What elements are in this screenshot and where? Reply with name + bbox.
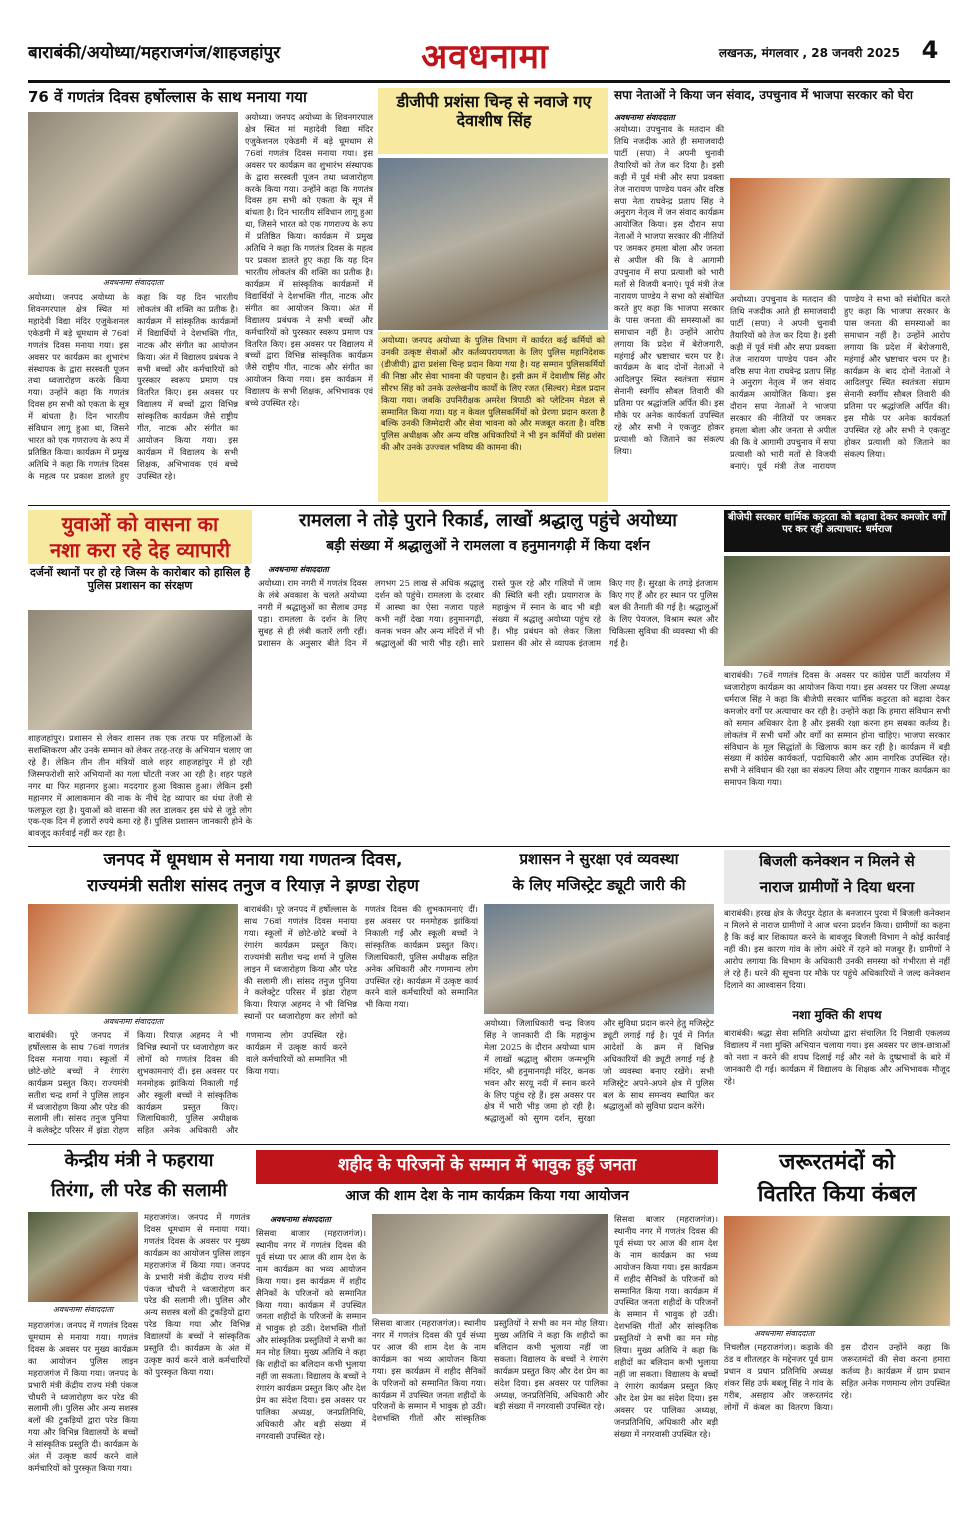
masthead-logo [395, 28, 575, 82]
union-minister-photo [28, 1212, 138, 1302]
headline-electricity-2: नाराज ग्रामीणों ने दिया धरना [759, 878, 915, 896]
ram-lalla-subhead: बड़ी संख्या में श्रद्धालुओं ने रामलला व हनुमानगढ़ी में किया दर्शन [326, 538, 650, 554]
headline-union-minister-1: केन्द्रीय मंत्री ने फहराया [64, 1150, 214, 1171]
dgp-award-photo [378, 158, 608, 330]
sp-leaders-body-cont: अयोध्या। उपचुनाव के मतदान की तिथि नजदीक आते ही समाजवादी पार्टी (सपा) ने अपनी चुनावी तैयारियों को तेज कर दिया है। इसी कड़ी में पूर्व मंत्री और सपा प्रवक्ता तेज नारायण पाण्डेय पवन और वरिष्ठ सपा नेता राघवेन्द्र प्रताप सिंह ने अनुराग नेतृत्व में जन संवाद कार्यक्रम आयोजित किया। इस दौरान सपा नेताओं ने भाजपा सरकार की नीतियों पर जमकर हमला बोला और जनता से अपील की कि वे आगामी उपचुनाव में सपा प्रत्याशी को भारी मतों से विजयी बनाएं। पूर्व मंत्री तेज नारायण पाण्डेय ने सभा को संबोधित करते हुए कहा कि भाजपा सरकार के पास जनता की समस्याओं का समाधान नहीं है। उन्होंने आरोप लगाया कि प्रदेश में बेरोजगारी, महंगाई और भ्रष्टाचार चरम पर है। कार्यक्रम के बाद दोनों नेताओं ने आदिलपुर स्थित स्वतंत्रता संग्राम सेनानी स्वर्गीय सौबल तिवारी की प्रतिमा पर श्रद्धांजलि अर्पित की। इस मौके पर अनेक कार्यकर्ता उपस्थित रहे और सभी ने एकजुट होकर प्रत्याशी को जिताने का संकल्प लिया। [730, 294, 950, 471]
nasha-mukti-subhead: नशा मुक्ति की शपथ [792, 1008, 882, 1022]
headline-district-2: राज्यमंत्री सतीश सांसद तनुज व रियाज़ ने झण्डा रोहण [87, 876, 419, 896]
district-credit: अवधनामा संवाददाता [102, 1017, 164, 1026]
blankets-credit: अवधनामा संवाददाता [753, 1329, 815, 1338]
religious-bigotry-photo [724, 556, 950, 666]
logo-text: अवधनामा [421, 37, 549, 77]
republic-day-body: अयोध्या। जनपद अयोध्या के शिवनगरपाल क्षेत्र स्थित मां महादेवी विद्या मंदिर एजुकेशनल एकेडमी में बड़े धूमधाम से 76वां गणतंत्र दिवस मनाया गया। इस अवसर पर कार्यक्रम का शुभारंभ संस्थापक के द्वारा सरस्वती पूजन तथा ध्वजारोहण करके किया गया। उन्होंने कहा कि गणतंत्र दिवस हम सभी को एकता के सूत्र में बांधता है। दिन भारतीय संविधान लागू हुआ था, जिसने भारत को एक गणराज्य के रूप में प्रतिष्ठित किया। कार्यक्रम में प्रमुख अतिथि ने कहा कि गणतंत्र दिवस के महत्व पर प्रकाश डालते हुए कहा कि यह दिन भारतीय लोकतंत्र की शक्ति का प्रतीक है। कार्यक्रम में सांस्कृतिक कार्यक्रमों में विद्यार्थियों ने देशभक्ति गीत, नाटक और संगीत का आयोजन किया। अंत में विद्यालय प्रबंधक ने सभी बच्चों और कर्मचारियों को पुरस्कार स्वरूप प्रमाण पत्र वितरित किए। इस अवसर पर विद्यालय में बच्चों द्वारा विभिन्न सांस्कृतिक कार्यक्रम जैसे राष्ट्रीय गीत, नाटक और संगीत का आयोजन किया गया। इस कार्यक्रम में विद्यालय के सभी शिक्षक, अभिभावक एवं बच्चे उपस्थित रहे। [28, 292, 238, 481]
row2-rule [28, 846, 950, 847]
blankets-body: निचलौल (महराजगंज)। कड़ाके की ठंड व शीतलहर के मद्देनजर पूर्व ग्राम प्रधान व प्रधान प्रतिनिधि अध्यक्ष शंकर सिंह उर्फ बबलू सिंह ने गांव के गरीब, असहाय और जरूरतमंद लोगों में कंबल का वितरण किया। इस दौरान उन्होंने कहा कि जरूरतमंदों की सेवा करना हमारा कर्तव्य है। कार्यक्रम में ग्राम प्रधान सहित अनेक गणमान्य लोग उपस्थित रहे। [724, 1342, 950, 1412]
nasha-mukti-body: बाराबंकी। श्रद्धा सेवा समिति अयोध्या द्वारा संचालित दि निष्ठावी एकलव्य विद्यालय में नशा मुक्ति अभियान चलाया गया। इस अवसर पर छात्र-छात्राओं को नशा न करने की शपथ दिलाई गई और नशे के दुष्प्रभावों के बारे में जानकारी दी गई। कार्यक्रम में विद्यालय के शिक्षक और अभिभावक मौजूद रहे। [724, 1028, 950, 1086]
headline-sp-leaders: सपा नेताओं ने किया जन संवाद, उपचुनाव में भाजपा सरकार को घेरा [614, 88, 913, 102]
martyrs-body: सिसवा बाजार (महराजगंज)। स्थानीय नगर में गणतंत्र दिवस की पूर्व संध्या पर आज की शाम देश के नाम कार्यक्रम का भव्य आयोजन किया गया। इस कार्यक्रम में शहीद सैनिकों के परिजनों को सम्मानित किया गया। कार्यक्रम में उपस्थित जनता शहीदों के परिजनों के सम्मान में भावुक हो उठी। देशभक्ति गीतों और सांस्कृतिक प्रस्तुतियों ने सभी का मन मोह लिया। मुख्य अतिथि ने कहा कि शहीदों का बलिदान कभी भुलाया नहीं जा सकता। विद्यालय के बच्चों ने रंगारंग कार्यक्रम प्रस्तुत किए और देश प्रेम का संदेश दिया। इस अवसर पर पालिका अध्यक्ष, जनप्रतिनिधि, अधिकारी और बड़ी संख्या में नगरवासी उपस्थित रहे। [256, 1228, 366, 1441]
page-number: 4 [921, 36, 939, 64]
martyrs-photo [372, 1214, 608, 1314]
religious-bigotry-body: बाराबंकी। 76वें गणतंत्र दिवस के अवसर पर कांग्रेस पार्टी कार्यालय में ध्वजारोहण कार्यक्रम का आयोजन किया गया। इस अवसर पर जिला अध्यक्ष धर्मराज सिंह ने कहा कि बीजेपी सरकार धार्मिक कट्टरता को बढ़ावा देकर कमजोर वर्गों पर अत्याचार कर रही है। उन्होंने कहा कि हमारा संविधान सभी को समान अधिकार देता है और इसकी रक्षा करना हम सबका कर्तव्य है। लोकतंत्र में सभी धर्मों और वर्गों का सम्मान होना चाहिए। भाजपा सरकार संविधान के मूल सिद्धांतों के खिलाफ काम कर रही है। कार्यक्रम में बड़ी संख्या में कांग्रेस कार्यकर्ता, पदाधिकारी और आम नागरिक उपस्थित रहे। सभी ने संविधान की रक्षा का संकल्प लिया और राष्ट्रगान गाकर कार्यक्रम का समापन किया गया। [724, 670, 950, 788]
flesh-trade-subhead: दर्जनों स्थानों पर हो रहे जिस्म के कारोबार को हासिल है पुलिस प्रशासन का संरक्षण [29, 566, 251, 593]
magistrate-photo [484, 904, 714, 1014]
sp-leaders-credit: अवधनामा संवाददाता [614, 113, 675, 122]
row3-rule [28, 1144, 950, 1145]
union-minister-body: महराजगंज। जनपद में गणतंत्र दिवस धूमधाम से मनाया गया। गणतंत्र दिवस के अवसर पर मुख्य कार्यक्रम का आयोजन पुलिस लाइन महराजगंज में किया गया। जनपद के प्रभारी मंत्री केंद्रीय राज्य मंत्री पंकज चौधरी ने ध्वजारोहण कर परेड की सलामी ली। पुलिस और अन्य सशस्त्र बलों की टुकड़ियों द्वारा परेड किया गया और विभिन्न विद्यालयों के बच्चों ने सांस्कृतिक प्रस्तुति दी। कार्यक्रम के अंत में उत्कृष्ट कार्य करने वाले कर्मचारियों को पुरस्कृत किया गया। [28, 1320, 138, 1474]
union-minister-body-cont: महराजगंज। जनपद में गणतंत्र दिवस धूमधाम से मनाया गया। गणतंत्र दिवस के अवसर पर मुख्य कार्यक्रम का आयोजन पुलिस लाइन महराजगंज में किया गया। जनपद के प्रभारी मंत्री केंद्रीय राज्य मंत्री पंकज चौधरी ने ध्वजारोहण कर परेड की सलामी ली। पुलिस और अन्य सशस्त्र बलों की टुकड़ियों द्वारा परेड किया गया और विभिन्न विद्यालयों के बच्चों ने सांस्कृतिक प्रस्तुति दी। कार्यक्रम के अंत में उत्कृष्ट कार्य करने वाले कर्मचारियों को पुरस्कृत किया गया। [144, 1212, 250, 1377]
sp-leaders-body: अयोध्या। उपचुनाव के मतदान की तिथि नजदीक आते ही समाजवादी पार्टी (सपा) ने अपनी चुनावी तैयारियों को तेज कर दिया है। इसी कड़ी में पूर्व मंत्री और सपा प्रवक्ता तेज नारायण पाण्डेय पवन और वरिष्ठ सपा नेता राघवेन्द्र प्रताप सिंह ने अनुराग नेतृत्व में जन संवाद कार्यक्रम आयोजित किया। इस दौरान सपा नेताओं ने भाजपा सरकार की नीतियों पर जमकर हमला बोला और जनता से अपील की कि वे आगामी उपचुनाव में सपा प्रत्याशी को भारी मतों से विजयी बनाएं। पूर्व मंत्री तेज नारायण पाण्डेय ने सभा को संबोधित करते हुए कहा कि भाजपा सरकार के पास जनता की समस्याओं का समाधान नहीं है। उन्होंने आरोप लगाया कि प्रदेश में बेरोजगारी, महंगाई और भ्रष्टाचार चरम पर है। कार्यक्रम के बाद दोनों नेताओं ने आदिलपुर स्थित स्वतंत्रता संग्राम सेनानी स्वर्गीय सौबल तिवारी की प्रतिमा पर श्रद्धांजलि अर्पित की। इस मौके पर अनेक कार्यकर्ता उपस्थित रहे और सभी ने एकजुट होकर प्रत्याशी को जिताने का संकल्प लिया। [614, 124, 724, 456]
edition-label: बाराबंकी/अयोध्या/महराजगंज/शाहजहांपुर [28, 43, 281, 63]
flesh-trade-photo [28, 610, 252, 730]
electricity-body: बाराबंकी। हरख क्षेत्र के जैदपुर देहात के बनजारन पुरवा में बिजली कनेक्शन न मिलने से नाराज ग्रामीणों ने आज धरना प्रदर्शन किया। ग्रामीणों का कहना है कि कई बार शिकायत करने के बावजूद बिजली विभाग ने कोई कार्रवाई नहीं की। इस कारण गांव के लोग अंधेरे में रहने को मजबूर हैं। ग्रामीणों ने आरोप लगाया कि विभाग के अधिकारी उनकी समस्या को गंभीरता से नहीं ले रहे हैं। धरने की सूचना पर मौके पर पहुंचे अधिकारियों ने जल्द कनेक्शन दिलाने का आश्वासन दिया। [724, 908, 950, 990]
headline-flesh-trade-1: युवाओं को वासना का [61, 512, 219, 536]
martyrs-body-cont: सिसवा बाजार (महराजगंज)। स्थानीय नगर में गणतंत्र दिवस की पूर्व संध्या पर आज की शाम देश के नाम कार्यक्रम का भव्य आयोजन किया गया। इस कार्यक्रम में शहीद सैनिकों के परिजनों को सम्मानित किया गया। कार्यक्रम में उपस्थित जनता शहीदों के परिजनों के सम्मान में भावुक हो उठी। देशभक्ति गीतों और सांस्कृतिक प्रस्तुतियों ने सभी का मन मोह लिया। मुख्य अतिथि ने कहा कि शहीदों का बलिदान कभी भुलाया नहीं जा सकता। विद्यालय के बच्चों ने रंगारंग कार्यक्रम प्रस्तुत किए और देश प्रेम का संदेश दिया। इस अवसर पर पालिका अध्यक्ष, जनप्रतिनिधि, अधिकारी और बड़ी संख्या में नगरवासी उपस्थित रहे। [372, 1318, 608, 1424]
magistrate-body: अयोध्या। जिलाधिकारी चन्द्र विजय सिंह ने जानकारी दी कि महाकुंभ मेला 2025 के दौरान अयोध्या धाम में लाखों श्रद्धालु श्रीराम जन्मभूमि मंदिर, श्री हनुमानगढ़ी मंदिर, कनक भवन और सरयू नदी में स्नान करने के लिए पहुंच रहे हैं। इस अवसर पर क्षेत्र में भारी भीड़ जमा हो रही है। श्रद्धालुओं को सुगम दर्शन, सुरक्षा और सुविधा प्रदान करने हेतु मजिस्ट्रेट ड्यूटी लगाई गई है। पूर्व में निर्गत आदेशों के क्रम में विभिन्न अधिकारियों की ड्यूटी लगाई गई है जो व्यवस्था बनाए रखेंगे। सभी मजिस्ट्रेट अपने-अपने क्षेत्र में पुलिस बल के साथ समन्वय स्थापित कर श्रद्धालुओं को सुविधा प्रदान करेंगे। [484, 1018, 714, 1124]
headline-flesh-trade-2: नशा करा रहे देह व्यापारी [49, 538, 230, 562]
ram-lalla-body: अयोध्या। राम नगरी में गणतंत्र दिवस के लंबे अवकाश के चलते अयोध्या नगरी में श्रद्धालुओं का सैलाब उमड़ पड़ा। रामलला के दर्शन के लिए सुबह से ही लंबी कतारें लगी रहीं। प्रशासन के अनुसार बीते दिन में लगभग 25 लाख से अधिक श्रद्धालु दर्शन को पहुंचे। रामलला के दरबार में आस्था का ऐसा नजारा पहले कभी नहीं देखा गया। हनुमानगढ़ी, कनक भवन और अन्य मंदिरों में भी श्रद्धालुओं की भारी भीड़ रही। सारे रास्ते फुल रहे और गलियों में जाम की स्थिति बनी रही। प्रयागराज के महाकुंभ में स्नान के बाद भी बड़ी संख्या में श्रद्धालु अयोध्या पहुंच रहे हैं। भीड़ प्रबंधन को लेकर जिला प्रशासन की ओर से व्यापक इंतजाम किए गए हैं। सुरक्षा के तगड़े इंतजाम किए गए हैं और हर स्थान पर पुलिस बल की तैनाती की गई है। श्रद्धालुओं के लिए पेयजल, विश्राम स्थल और चिकित्सा सुविधा की व्यवस्था भी की गई है। [258, 578, 718, 648]
masthead-rule [28, 80, 950, 83]
headline-blankets-1: जरूरतमंदों को [779, 1150, 895, 1175]
blankets-photo [724, 1216, 950, 1326]
headline-blankets-2: वितरित किया कंबल [757, 1182, 917, 1207]
district-photo [28, 904, 238, 1014]
dateline: लखनऊ, मंगलवार , 28 जनवरी 2025 [718, 46, 900, 60]
martyrs-body-cont-2: सिसवा बाजार (महराजगंज)। स्थानीय नगर में गणतंत्र दिवस की पूर्व संध्या पर आज की शाम देश के नाम कार्यक्रम का भव्य आयोजन किया गया। इस कार्यक्रम में शहीद सैनिकों के परिजनों को सम्मानित किया गया। कार्यक्रम में उपस्थित जनता शहीदों के परिजनों के सम्मान में भावुक हो उठी। देशभक्ति गीतों और सांस्कृतिक प्रस्तुतियों ने सभी का मन मोह लिया। मुख्य अतिथि ने कहा कि शहीदों का बलिदान कभी भुलाया नहीं जा सकता। विद्यालय के बच्चों ने रंगारंग कार्यक्रम प्रस्तुत किए और देश प्रेम का संदेश दिया। इस अवसर पर पालिका अध्यक्ष, जनप्रतिनिधि, अधिकारी और बड़ी संख्या में नगरवासी उपस्थित रहे। [614, 1214, 718, 1439]
republic-day-body-cont: अयोध्या। जनपद अयोध्या के शिवनगरपाल क्षेत्र स्थित मां महादेवी विद्या मंदिर एजुकेशनल एकेडमी में बड़े धूमधाम से 76वां गणतंत्र दिवस मनाया गया। इस अवसर पर कार्यक्रम का शुभारंभ संस्थापक के द्वारा सरस्वती पूजन तथा ध्वजारोहण करके किया गया। उन्होंने कहा कि गणतंत्र दिवस हम सभी को एकता के सूत्र में बांधता है। दिन भारतीय संविधान लागू हुआ था, जिसने भारत को एक गणराज्य के रूप में प्रतिष्ठित किया। कार्यक्रम में प्रमुख अतिथि ने कहा कि गणतंत्र दिवस के महत्व पर प्रकाश डालते हुए कहा कि यह दिन भारतीय लोकतंत्र की शक्ति का प्रतीक है। कार्यक्रम में सांस्कृतिक कार्यक्रमों में विद्यार्थियों ने देशभक्ति गीत, नाटक और संगीत का आयोजन किया। अंत में विद्यालय प्रबंधक ने सभी बच्चों और कर्मचारियों को पुरस्कार स्वरूप प्रमाण पत्र वितरित किए। इस अवसर पर विद्यालय में बच्चों द्वारा विभिन्न सांस्कृतिक कार्यक्रम जैसे राष्ट्रीय गीत, नाटक और संगीत का आयोजन किया गया। इस कार्यक्रम में विद्यालय के सभी शिक्षक, अभिभावक एवं बच्चे उपस्थित रहे। [245, 112, 373, 409]
ram-lalla-credit: अवधनामा संवाददाता [268, 565, 329, 574]
headline-ram-lalla: रामलला ने तोड़े पुराने रिकार्ड, लाखों श्रद्धालु पहुंचे अयोध्या [299, 510, 677, 531]
headline-republic-day: 76 वें गणतंत्र दिवस हर्षोल्लास के साथ मनाया गया [28, 88, 307, 106]
sp-leaders-photo [730, 178, 950, 290]
martyrs-subhead: आज की शाम देश के नाम कार्यक्रम किया गया आयोजन [345, 1188, 629, 1204]
headline-electricity-1: बिजली कनेक्शन न मिलने से [759, 852, 915, 870]
flesh-trade-body: शाहजहांपुर। प्रशासन से लेकर शासन तक एक तरफ पर महिलाओं के सशक्तिकरण और उनके सम्मान को लेकर तरह-तरह के अभियान चलाए जा रहे हैं। लेकिन तीन तीन मंत्रियों वाले शहर शाहजहांपुर में हो रही जिस्मफरोशी सारे अभियानों का गला घोंटती नजर आ रही है। शहर पहले नगर था फिर महानगर हुआ। मददगार हुआ विकास हुआ। लेकिन इसी महानगर में आलाकमान की नाक के नीचे देह व्यापार का धंधा तेजी से फलफूल रहा है। युवाओं को वासना की लत डालकर इस धंधे से जुड़े लोग एक-एक दिन में हजारों रुपये कमा रहे हैं। पुलिस प्रशासन जानकारी होने के बावजूद कार्रवाई नहीं कर रहा है। [28, 733, 252, 839]
martyrs-credit: अवधनामा संवाददाता [270, 1215, 331, 1224]
headline-religious-bigotry: बीजेपी सरकार धार्मिक कट्टरता को बढ़ावा देकर कमजोर वर्गों पर कर रही अत्याचार: धर्मराज [728, 512, 946, 535]
headline-magistrate-1: प्रशासन ने सुरक्षा एवं व्यवस्था [519, 850, 679, 868]
headline-dgp-award: डीजीपी प्रशंसा चिन्ह से नवाजे गए देवाशीष सिंह [396, 92, 592, 131]
union-minister-credit: अवधनामा संवाददाता [52, 1305, 114, 1314]
republic-day-photo [28, 112, 238, 275]
headline-martyrs-banner: शहीद के परिजनों के सम्मान में भावुक हुई जनता [337, 1155, 637, 1175]
headline-union-minister-2: तिरंगा, ली परेड की सलामी [50, 1180, 227, 1201]
headline-magistrate-2: के लिए मजिस्ट्रेट ड्यूटी जारी की [512, 876, 686, 894]
row1-rule [28, 505, 950, 506]
district-body-cont: बाराबंकी। पूरे जनपद में हर्षोल्लास के साथ 76वां गणतंत्र दिवस मनाया गया। स्कूलों में छोटे-छोटे बच्चों ने रंगारंग कार्यक्रम प्रस्तुत किए। राज्यमंत्री सतीश चन्द्र शर्मा ने पुलिस लाइन में ध्वजारोहण किया और परेड की सलामी ली। सांसद तनुज पुनिया ने कलेक्ट्रेट परिसर में झंडा रोहण किया। रियाज़ अहमद ने भी विभिन्न स्थानों पर ध्वजारोहण कर लोगों को गणतंत्र दिवस की शुभकामनाएं दीं। इस अवसर पर मनमोहक झांकियां निकाली गईं और स्कूली बच्चों ने सांस्कृतिक कार्यक्रम प्रस्तुत किए। जिलाधिकारी, पुलिस अधीक्षक सहित अनेक अधिकारी और गणमान्य लोग उपस्थित रहे। कार्यक्रम में उत्कृष्ट कार्य करने वाले कर्मचारियों को सम्मानित भी किया गया। [244, 904, 478, 1022]
dgp-award-body: अयोध्या। जनपद अयोध्या के पुलिस विभाग में कार्यरत कई कर्मियों को उनकी उत्कृष्ट सेवाओं और कर्तव्यपरायणता के लिए पुलिस महानिदेशक (डीजीपी) द्वारा प्रशंसा चिन्ह प्रदान किया गया है। यह सम्मान पुलिसकर्मियों की निष्ठा और सेवा भावना की पहचान है। इसी क्रम में देवाशीष सिंह और सौरभ सिंह को उनके उल्लेखनीय कार्यों के लिए रजत (सिल्वर) मेडल प्रदान किया गया। जबकि उपनिरीक्षक अमरेश त्रिपाठी को प्लेटिनम मेडल से सम्मानित किया गया। यह न केवल पुलिसकर्मियों को प्रेरणा प्रदान करता है बल्कि उनकी जिम्मेदारी और सेवा भावना को और मजबूत करता है। वरिष्ठ पुलिस अधीक्षक और अन्य वरिष्ठ अधिकारियों ने भी इन कर्मियों की प्रशंसा की और उनके उज्ज्वल भविष्य की कामना की। [378, 332, 608, 502]
district-body: बाराबंकी। पूरे जनपद में हर्षोल्लास के साथ 76वां गणतंत्र दिवस मनाया गया। स्कूलों में छोटे-छोटे बच्चों ने रंगारंग कार्यक्रम प्रस्तुत किए। राज्यमंत्री सतीश चन्द्र शर्मा ने पुलिस लाइन में ध्वजारोहण किया और परेड की सलामी ली। सांसद तनुज पुनिया ने कलेक्ट्रेट परिसर में झंडा रोहण किया। रियाज़ अहमद ने भी विभिन्न स्थानों पर ध्वजारोहण कर लोगों को गणतंत्र दिवस की शुभकामनाएं दीं। इस अवसर पर मनमोहक झांकियां निकाली गईं और स्कूली बच्चों ने सांस्कृतिक कार्यक्रम प्रस्तुत किए। जिलाधिकारी, पुलिस अधीक्षक सहित अनेक अधिकारी और गणमान्य लोग उपस्थित रहे। कार्यक्रम में उत्कृष्ट कार्य करने वाले कर्मचारियों को सम्मानित भी किया गया। [28, 1030, 347, 1136]
headline-district-1: जनपद में धूमधाम से मनाया गया गणतन्त्र दिवस, [103, 850, 403, 870]
republic-day-credit: अवधनामा संवाददाता [102, 278, 164, 287]
